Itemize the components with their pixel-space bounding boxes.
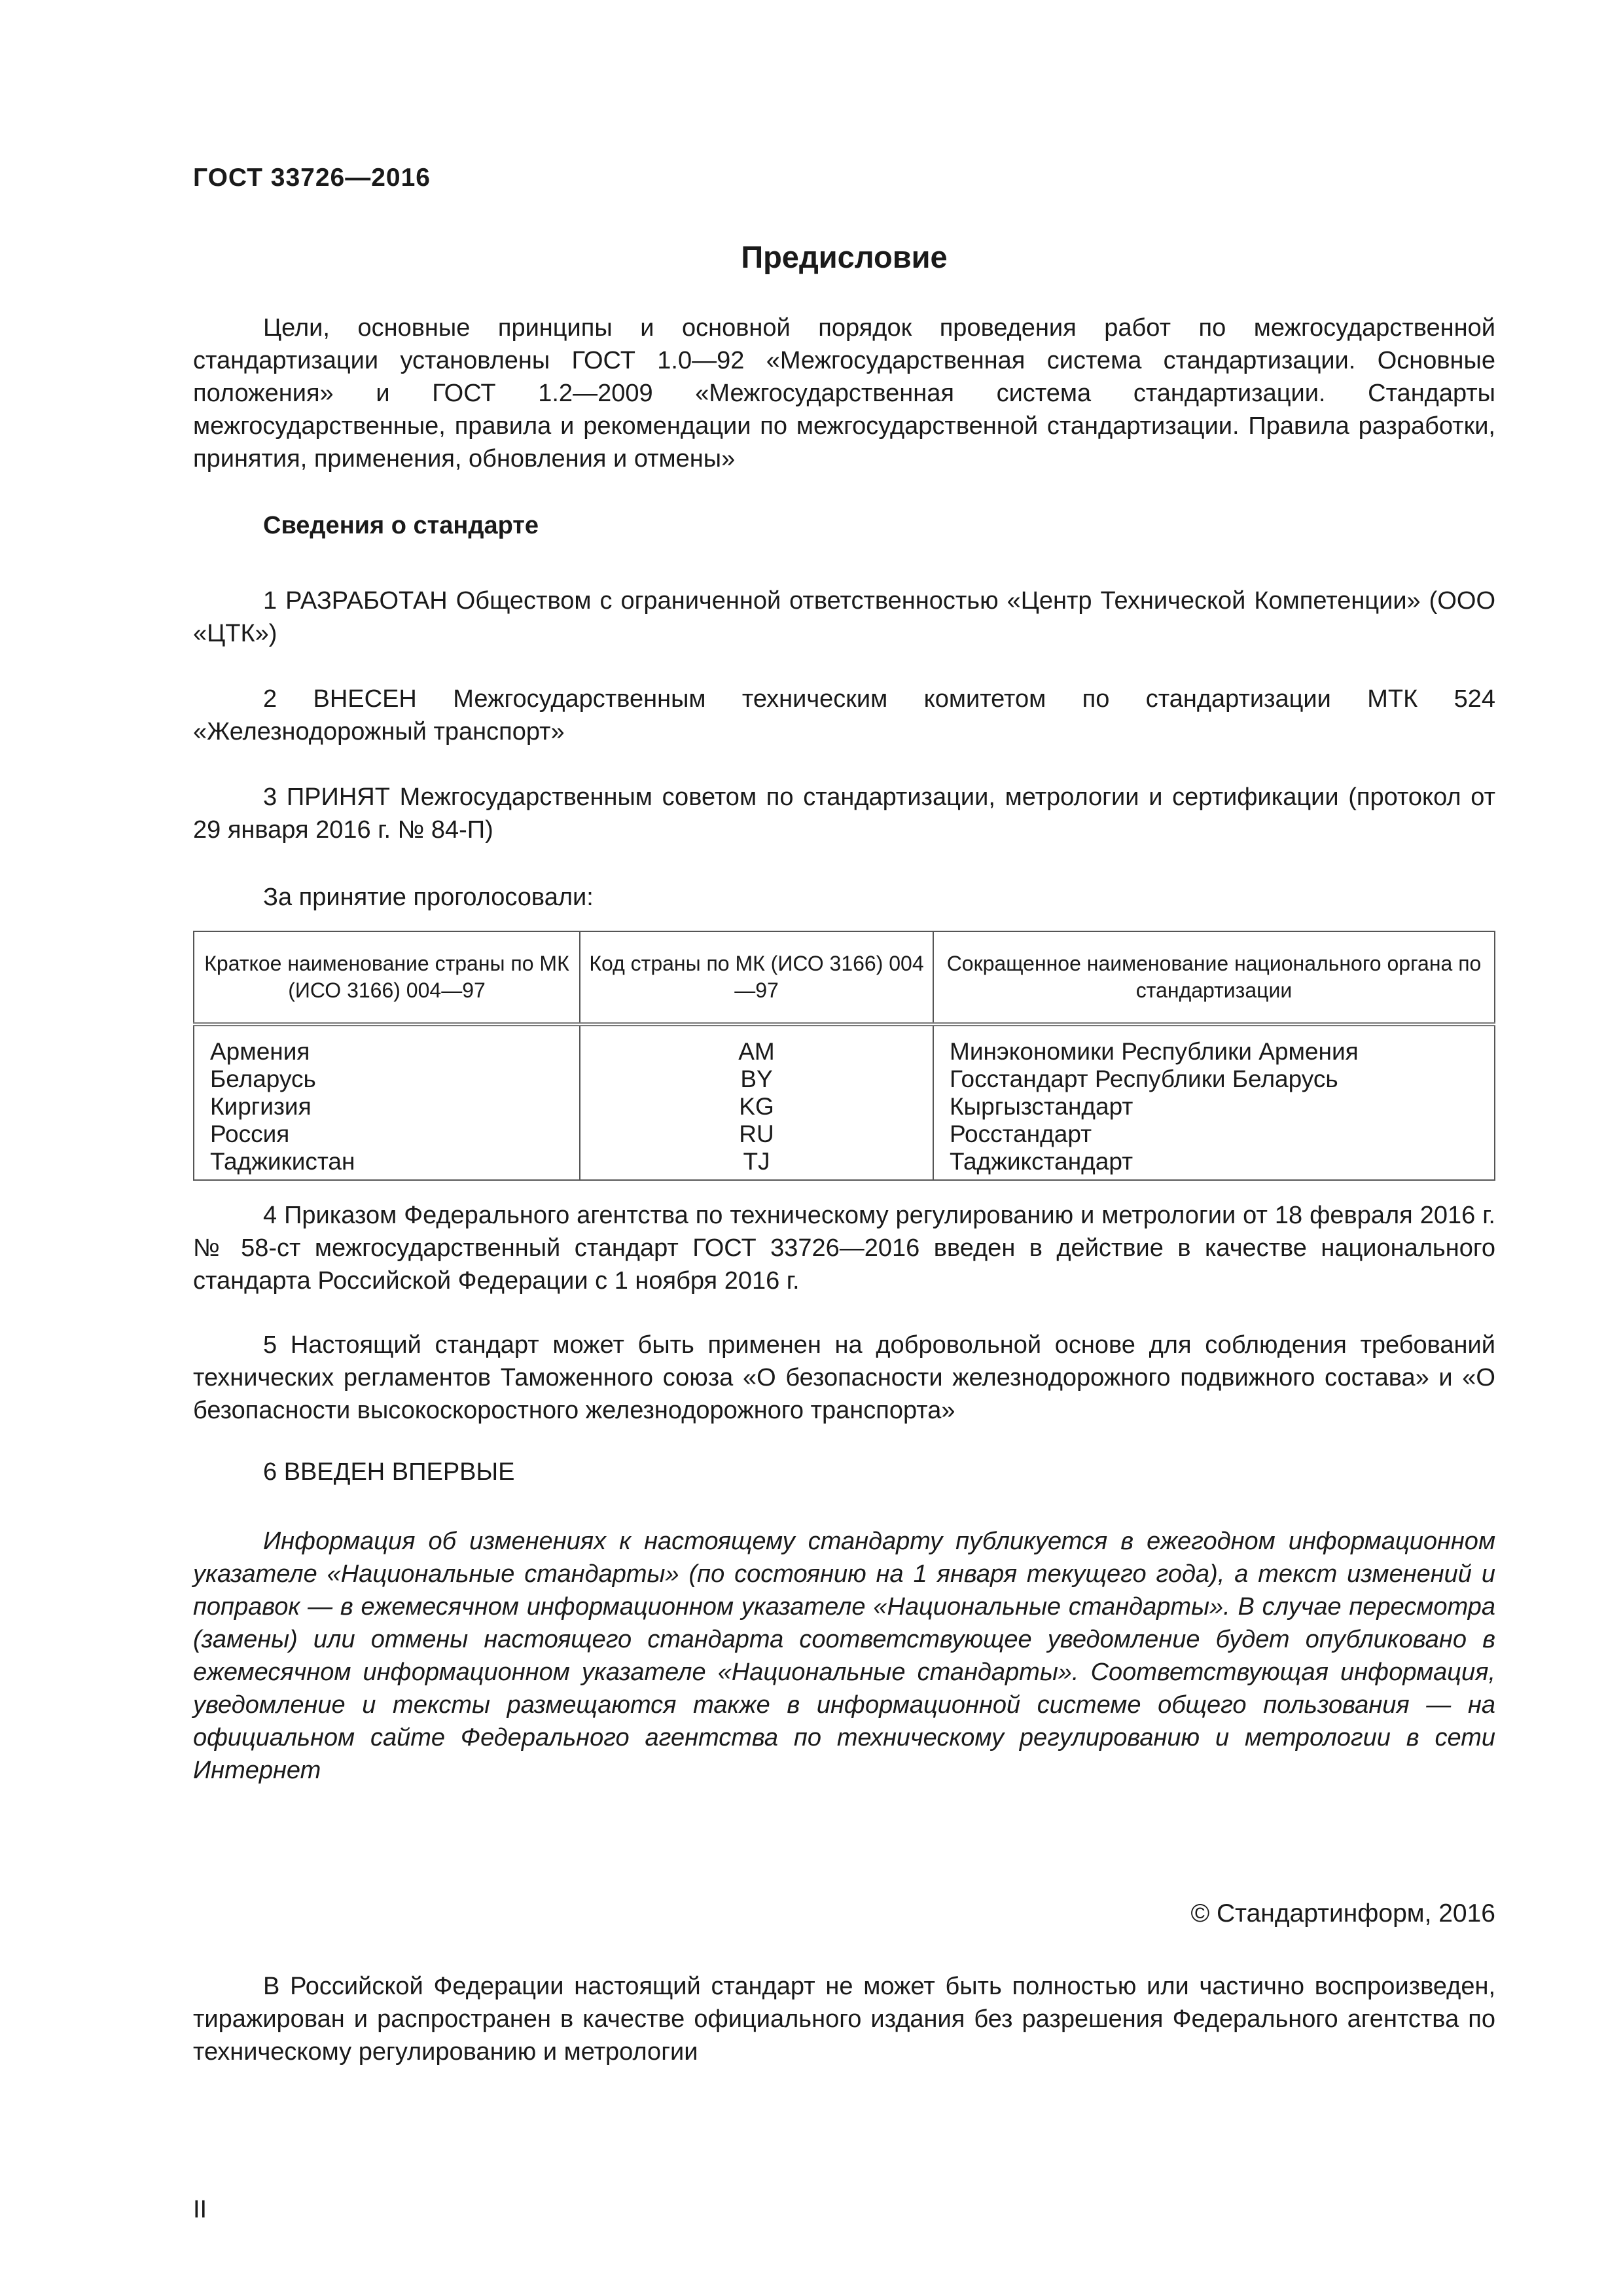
- item-4: 4 Приказом Федерального агентства по техническому регулированию и метрологии от 18 февраля 2016 г. № 58-ст межгосударственный стандарт ГОСТ 33726—2016 введен в действие в качестве национального стандарта Российской Федерации с 1 ноября 2016 г.: [193, 1202, 1495, 1295]
- table-row: [194, 1066, 1495, 1093]
- table-row: [194, 1121, 1495, 1148]
- item-3-block: [193, 781, 1495, 846]
- item-5: 5 Настоящий стандарт может быть применен на добровольной основе для соблюдения требований технических регламентов Таможенного союза «О безопасности железнодорожного подвижного состава» и «О безопасности высокоскоростного железнодорожного транспорта»: [193, 1331, 1495, 1424]
- table-row: [194, 1093, 1495, 1121]
- country-code: TJ: [580, 1148, 933, 1180]
- changes-info: Информация об изменениях к настоящему стандарту публикуется в ежегодном информационном указателе «Национальные стандарты» (по состоянию на 1 января текущего года), а текст изменений и поправок — в ежемесячном информационном указателе «Национальные стандарты». В случае пересмотра (замены) или отмены настоящего стандарта соответствующее уведомление будет опубликовано в ежемесячном информационном указателе «Национальные стандарты». Соответствующая информация, уведомление и тексты размещаются также в информационной системе общего пользования — на официальном сайте Федерального агентства по техническому регулированию и метрологии в сети Интернет: [193, 1528, 1495, 1784]
- country-code: BY: [580, 1066, 933, 1093]
- table-header-row: [194, 931, 1495, 1024]
- restriction-block: [193, 1970, 1495, 2068]
- changes-info-block: [193, 1525, 1495, 1787]
- item-2: 2 ВНЕСЕН Межгосударственным техническим комитетом по стандартизации МТК 524 «Железнодорожный транспорт»: [193, 685, 1495, 745]
- header-country-name: Краткое наименование страны по МК (ИСО 3166) 004—97: [194, 931, 580, 1024]
- national-body: Росстандарт: [933, 1121, 1495, 1148]
- item-3: 3 ПРИНЯТ Межгосударственным советом по стандартизации, метрологии и сертификации (протокол от 29 января 2016 г. № 84-П): [193, 783, 1495, 844]
- country-name: Таджикистан: [194, 1148, 580, 1180]
- item-6: 6 ВВЕДЕН ВПЕРВЫЕ: [263, 1458, 515, 1486]
- national-body: Минэкономики Республики Армения: [933, 1024, 1495, 1066]
- intro-section: [193, 312, 1495, 475]
- national-body: Кыргызстандарт: [933, 1093, 1495, 1121]
- document-id: ГОСТ 33726—2016: [193, 164, 431, 192]
- vote-intro-block: [193, 884, 1495, 912]
- country-name: Армения: [194, 1024, 580, 1066]
- restriction-notice: В Российской Федерации настоящий стандарт не может быть полностью или частично воспроизведен, тиражирован и распространен в качестве официального издания без разрешения Федерального агентства по техническому регулированию и метрологии: [193, 1973, 1495, 2066]
- page-number: II: [193, 2196, 207, 2223]
- national-body: Госстандарт Республики Беларусь: [933, 1066, 1495, 1093]
- header-national-body: Сокращенное наименование национального органа по стандартизации: [933, 931, 1495, 1024]
- table-row: [194, 1024, 1495, 1066]
- country-code: RU: [580, 1121, 933, 1148]
- item-4-block: [193, 1199, 1495, 1297]
- country-name: Россия: [194, 1121, 580, 1148]
- table-row: [194, 1148, 1495, 1180]
- item-1-block: [193, 584, 1495, 650]
- country-code: KG: [580, 1093, 933, 1121]
- intro-paragraph: Цели, основные принципы и основной порядок проведения работ по межгосударственной стандартизации установлены ГОСТ 1.0—92 «Межгосударственная система стандартизации. Основные положения» и ГОСТ 1.2—2009 «Межгосударственная система стандартизации. Стандарты межгосударственные, правила и рекомендации по межгосударственной стандартизации. Правила разработки, принятия, применения, обновления и отмены»: [193, 314, 1495, 473]
- country-code: AM: [580, 1024, 933, 1066]
- item-6-block: [193, 1458, 1495, 1486]
- item-2-block: [193, 683, 1495, 748]
- vote-intro: За принятие проголосовали:: [263, 884, 594, 911]
- item-5-block: [193, 1329, 1495, 1427]
- header-country-code: Код страны по МК (ИСО 3166) 004—97: [580, 931, 933, 1024]
- national-body: Таджикстандарт: [933, 1148, 1495, 1180]
- page-title: Предисловие: [741, 240, 948, 274]
- info-heading: Сведения о стандарте: [263, 512, 539, 539]
- item-1: 1 РАЗРАБОТАН Обществом с ограниченной ответственностью «Центр Технической Компетенции» (ООО «ЦТК»): [193, 587, 1495, 647]
- country-name: Киргизия: [194, 1093, 580, 1121]
- country-name: Беларусь: [194, 1066, 580, 1093]
- voting-table: [193, 931, 1495, 1181]
- info-heading-block: [193, 512, 1495, 540]
- copyright: © Стандартинформ, 2016: [1190, 1899, 1495, 1928]
